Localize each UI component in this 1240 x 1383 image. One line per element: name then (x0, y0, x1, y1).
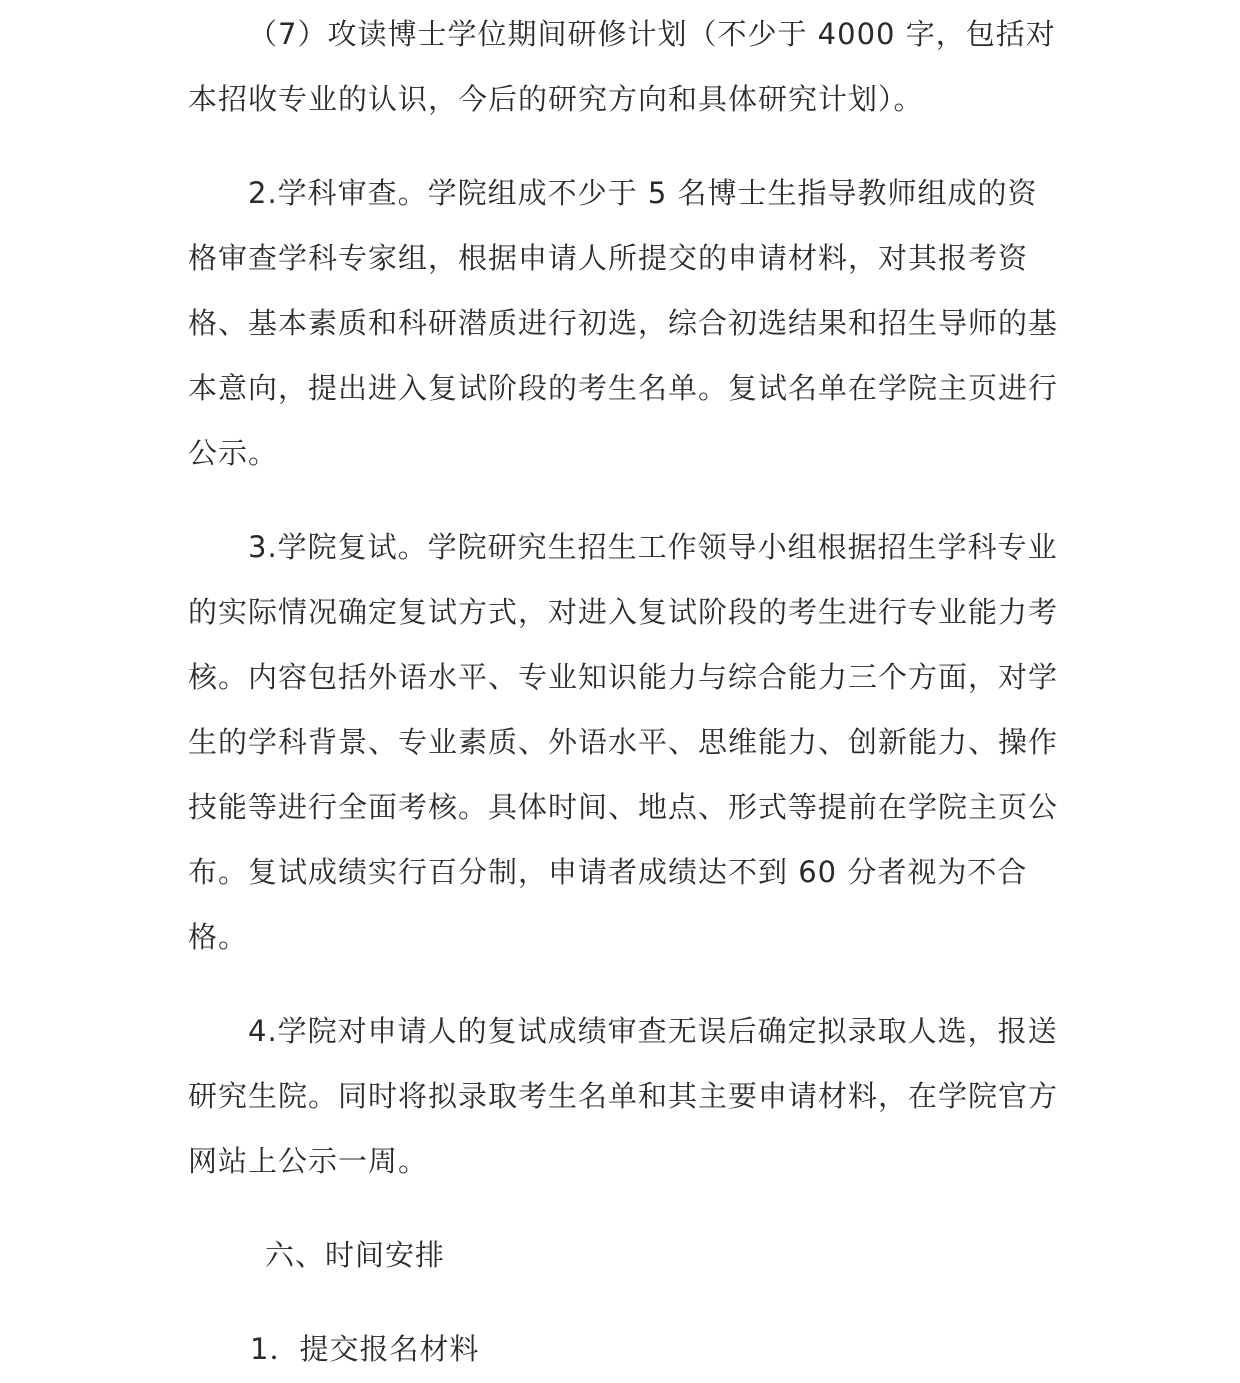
subsection-heading-submit-materials: 1．提交报名材料 (250, 1332, 480, 1366)
document-body (188, 2, 1060, 1382)
paragraph-research-plan: （7）攻读博士学位期间研修计划（不少于 4000 字，包括对本招收专业的认识，今后的研究方向和具体研究计划）。 (188, 17, 1056, 116)
section-heading-schedule: 六、时间安排 (265, 1238, 446, 1272)
paragraph-admission-decision: 4.学院对申请人的复试成绩审查无误后确定拟录取人选，报送研究生院。同时将拟录取考生名单和其主要申请材料，在学院官方网站上公示一周。 (188, 1014, 1059, 1178)
paragraph-college-reexam: 3.学院复试。学院研究生招生工作领导小组根据招生学科专业的实际情况确定复试方式，对进入复试阶段的考生进行专业能力考核。内容包括外语水平、专业知识能力与综合能力三个方面，对学生的学科背景、专业素质、外语水平、思维能力、创新能力、操作技能等进行全面考核。具体时间、地点、形式等提前在学院主页公布。复试成绩实行百分制，申请者成绩达不到 60 分者视为不合格。 (188, 530, 1059, 954)
paragraph-discipline-review: 2.学科审查。学院组成不少于 5 名博士生指导教师组成的资格审查学科专家组，根据申请人所提交的申请材料，对其报考资格、基本素质和科研潜质进行初选，综合初选结果和招生导师的基本意向，提出进入复试阶段的考生名单。复试名单在学院主页进行公示。 (188, 176, 1059, 470)
